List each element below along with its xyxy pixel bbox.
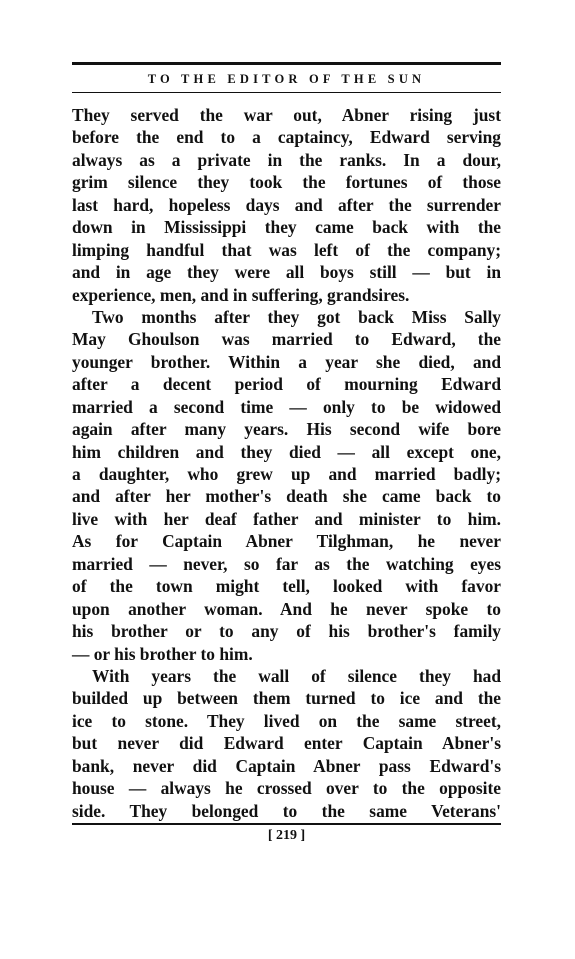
- text-line: and in age they were all boys still — but in: [72, 262, 501, 283]
- text-line: married a second time — only to be widowed: [72, 396, 501, 417]
- text-line: of the town might tell, looked with favor: [72, 576, 501, 597]
- text-line: always as a private in the ranks. In a dour,: [72, 149, 501, 170]
- text-line: They served the war out, Abner rising just: [72, 105, 501, 125]
- text-line: his brother or to any of his brother's family: [72, 621, 501, 642]
- body-text: [72, 104, 501, 822]
- page-number: [ 219 ]: [267, 828, 306, 843]
- text-line: upon another woman. And he never spoke to: [72, 598, 501, 619]
- book-page: [72, 62, 501, 844]
- text-line: Two months after they got back Miss Sally: [92, 306, 501, 327]
- text-line: house — always he crossed over to the opposite: [72, 778, 501, 799]
- text-line: bank, never did Captain Abner pass Edward's: [72, 755, 501, 776]
- running-head: TO THE EDITOR OF THE SUN: [147, 72, 426, 86]
- text-line: May Ghoulson was married to Edward, the: [72, 329, 501, 350]
- text-line: — or his brother to him.: [72, 643, 253, 664]
- text-line: As for Captain Abner Tilghman, he never: [72, 531, 501, 552]
- head-rule: [72, 92, 501, 93]
- text-line: builded up between them turned to ice and the: [72, 688, 501, 709]
- text-line: but never did Edward enter Captain Abner's: [72, 733, 501, 754]
- bottom-rule: [72, 823, 501, 825]
- text-line: side. They belonged to the same Veterans': [72, 800, 501, 821]
- text-line: experience, men, and in suffering, grandsires.: [72, 284, 410, 305]
- text-line: him children and they died — all except one,: [72, 441, 501, 462]
- text-line: down in Mississippi they came back with the: [72, 217, 501, 238]
- text-line: grim silence they took the fortunes of those: [72, 172, 501, 193]
- text-line: last hard, hopeless days and after the surrender: [72, 194, 501, 215]
- text-line: With years the wall of silence they had: [92, 665, 501, 686]
- text-line: a daughter, who grew up and married badly;: [72, 464, 501, 484]
- text-line: limping handful that was left of the company;: [72, 239, 501, 260]
- text-line: again after many years. His second wife bore: [72, 419, 501, 440]
- text-line: married — never, so far as the watching eyes: [72, 553, 501, 574]
- text-line: ice to stone. They lived on the same street,: [72, 710, 501, 731]
- text-line: before the end to a captaincy, Edward serving: [72, 127, 501, 148]
- text-line: younger brother. Within a year she died, and: [72, 351, 501, 372]
- text-line: and after her mother's death she came back to: [72, 486, 501, 507]
- text-line: live with her deaf father and minister to him.: [72, 508, 501, 529]
- text-line: after a decent period of mourning Edward: [72, 374, 501, 395]
